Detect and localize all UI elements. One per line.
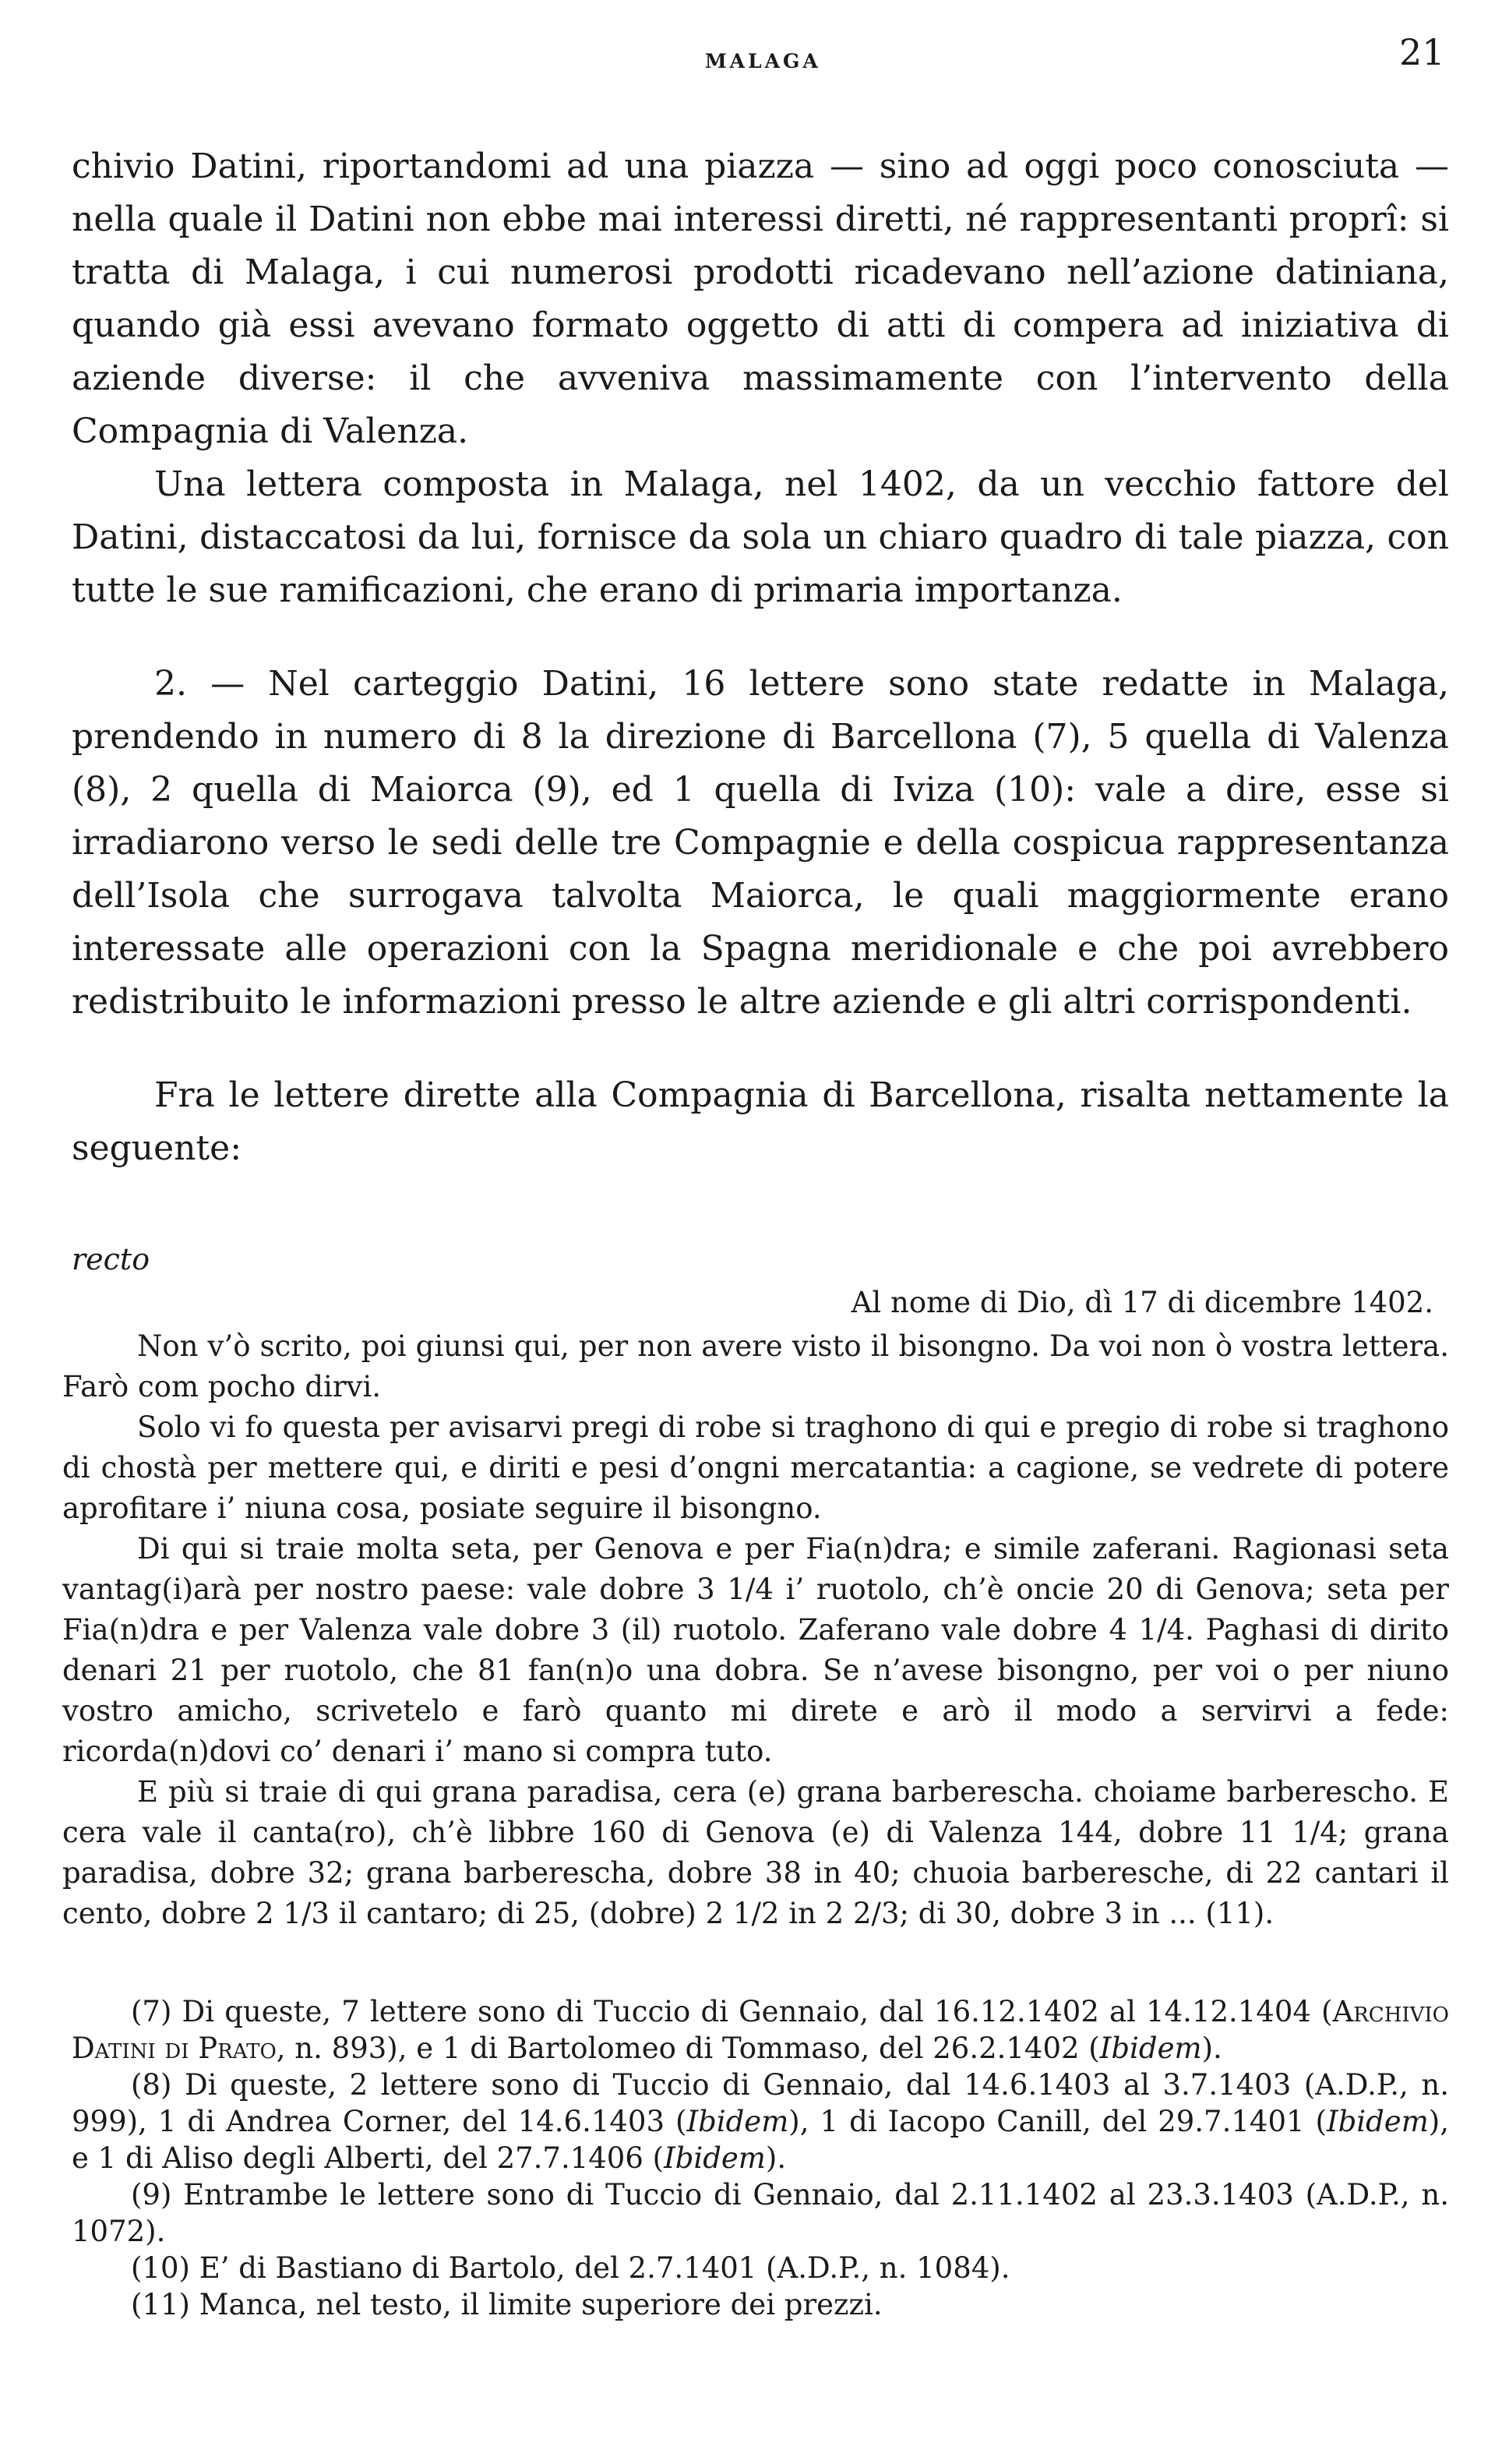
running-title: MALAGA bbox=[705, 50, 821, 72]
body-text bbox=[72, 140, 1449, 1175]
paragraph: chivio Datini, riportandomi ad una piazza — sino ad oggi poco conosciuta — nella quale il Datini non ebbe mai interessi diretti, né rappresentanti proprî: si tratta di Malaga, i cui numerosi prodotti ricadevano nell’azione datiniana, quando già essi avevano formato oggetto di atti di compera ad iniziativa di aziende diverse: il che avveniva massimamente con l’intervento della Compagnia di Valenza. bbox=[72, 146, 1449, 451]
footnote-10: (10) E’ di Bastiano di Bartolo, del 2.7.1401 (A.D.P., n. 1084). bbox=[131, 2251, 1010, 2285]
archive-name: Archivio Datini di Prato bbox=[72, 1995, 1449, 2065]
letter-paragraph: Solo vi fo questa per avisarvi pregi di robe si traghono di qui e pregio di robe si traghono di chostà per mettere qui, e diriti e pesi d’ongni mercatantia: a cagione, se vedrete di potere aprofitare i’ niuna cosa, posiate seguire il bisongno. bbox=[62, 1410, 1449, 1525]
letter-date: Al nome di Dio, dì 17 di dicembre 1402. bbox=[851, 1286, 1433, 1319]
letter-paragraph: Di qui si traie molta seta, per Genova e per Fia(n)dra; e simile zaferani. Ragionasi seta vantag(i)arà per nostro paese: vale dobre 3 1/4 i’ ruotolo, ch’è oncie 20 di Genova; seta per Fia(n)dra e per Valenza vale dobre 3 (il) ruotolo. Zaferano vale dobre 4 1/4. Paghasi di dirito denari 21 per ruotolo, che 81 fan(n)o una dobra. Se n’avese bisongno, per voi o per niuno vostro amicho, scrivetelo e farò quanto mi direte e arò il modo a servirvi a fede: ricorda(n)dovi co’ denari i’ mano si compra tuto. bbox=[62, 1532, 1449, 1768]
letter-paragraph: Non v’ò scrito, poi giunsi qui, per non avere visto il bisongno. Da voi non ò vostra lettera. Farò com pocho dirvi. bbox=[62, 1329, 1449, 1403]
footnote-8: (8) Di queste, 2 lettere sono di Tuccio di Gennaio, dal 14.6.1403 al 3.7.1403 (A.D.P., n. 999), 1 di Andrea Corner, del 14.6.1403 (Ibidem), 1 di Iacopo Canill, del 29.7.1401 (Ibidem), e 1 di Aliso degli Alberti, del 27.7.1406 (Ibidem). bbox=[72, 2068, 1449, 2175]
section-paragraph: 2. — Nel carteggio Datini, 16 lettere sono state redatte in Malaga, prendendo in numero di 8 la direzione di Barcellona (7), 5 quella di Valenza (8), 2 quella di Maiorca (9), ed 1 quella di Iviza (10): vale a dire, esse si irradiarono verso le sedi delle tre Compagnie e della cospicua rappresentanza dell’Isola che surrogava talvolta Maiorca, le quali maggiormente erano interessate alle operazioni con la Spagna meridionale e che poi avrebbero redistribuito le informazioni presso le altre aziende e gli altri corrispondenti. bbox=[72, 664, 1449, 1022]
footnote-9: (9) Entrambe le lettere sono di Tuccio di Gennaio, dal 2.11.1402 al 23.3.1403 (A.D.P., n. 1072). bbox=[72, 2178, 1449, 2248]
paragraph: Una lettera composta in Malaga, nel 1402, da un vecchio fattore del Datini, distaccatosi da lui, fornisce da sola un chiaro quadro di tale piazza, con tutte le sue ramificazioni, che erano di primaria importanza. bbox=[72, 464, 1449, 610]
paragraph: Fra le lettere dirette alla Compagnia di Barcellona, risalta nettamente la seguente: bbox=[72, 1075, 1449, 1168]
page-header bbox=[0, 31, 1509, 78]
footnote-11: (11) Manca, nel testo, il limite superiore dei prezzi. bbox=[131, 2288, 883, 2321]
page-number: 21 bbox=[1399, 31, 1445, 73]
letter-transcription bbox=[62, 1283, 1449, 1934]
letter-paragraph: E più si traie di qui grana paradisa, cera (e) grana barberescha. choiame barberescho. E cera vale il canta(ro), ch’è libbre 160 di Genova (e) di Valenza 144, dobre 11 1/4; grana paradisa, dobre 32; grana barberescha, dobre 38 in 40; chuoia barberesche, di 22 cantari il cento, dobre 2 1/3 il cantaro; di 25, (dobre) 2 1/2 in 2 2/3; di 30, dobre 3 in ... (11). bbox=[62, 1775, 1449, 1930]
recto-label: recto bbox=[72, 1242, 150, 1276]
footnotes bbox=[72, 1993, 1449, 2323]
footnote-7: (7) Di queste, 7 lettere sono di Tuccio di Gennaio, dal 16.12.1402 al 14.12.1404 (Archivio Datini di Prato, n. 893), e 1 di Bartolomeo di Tommaso, del 26.2.1402 (Ibidem). bbox=[72, 1995, 1449, 2065]
